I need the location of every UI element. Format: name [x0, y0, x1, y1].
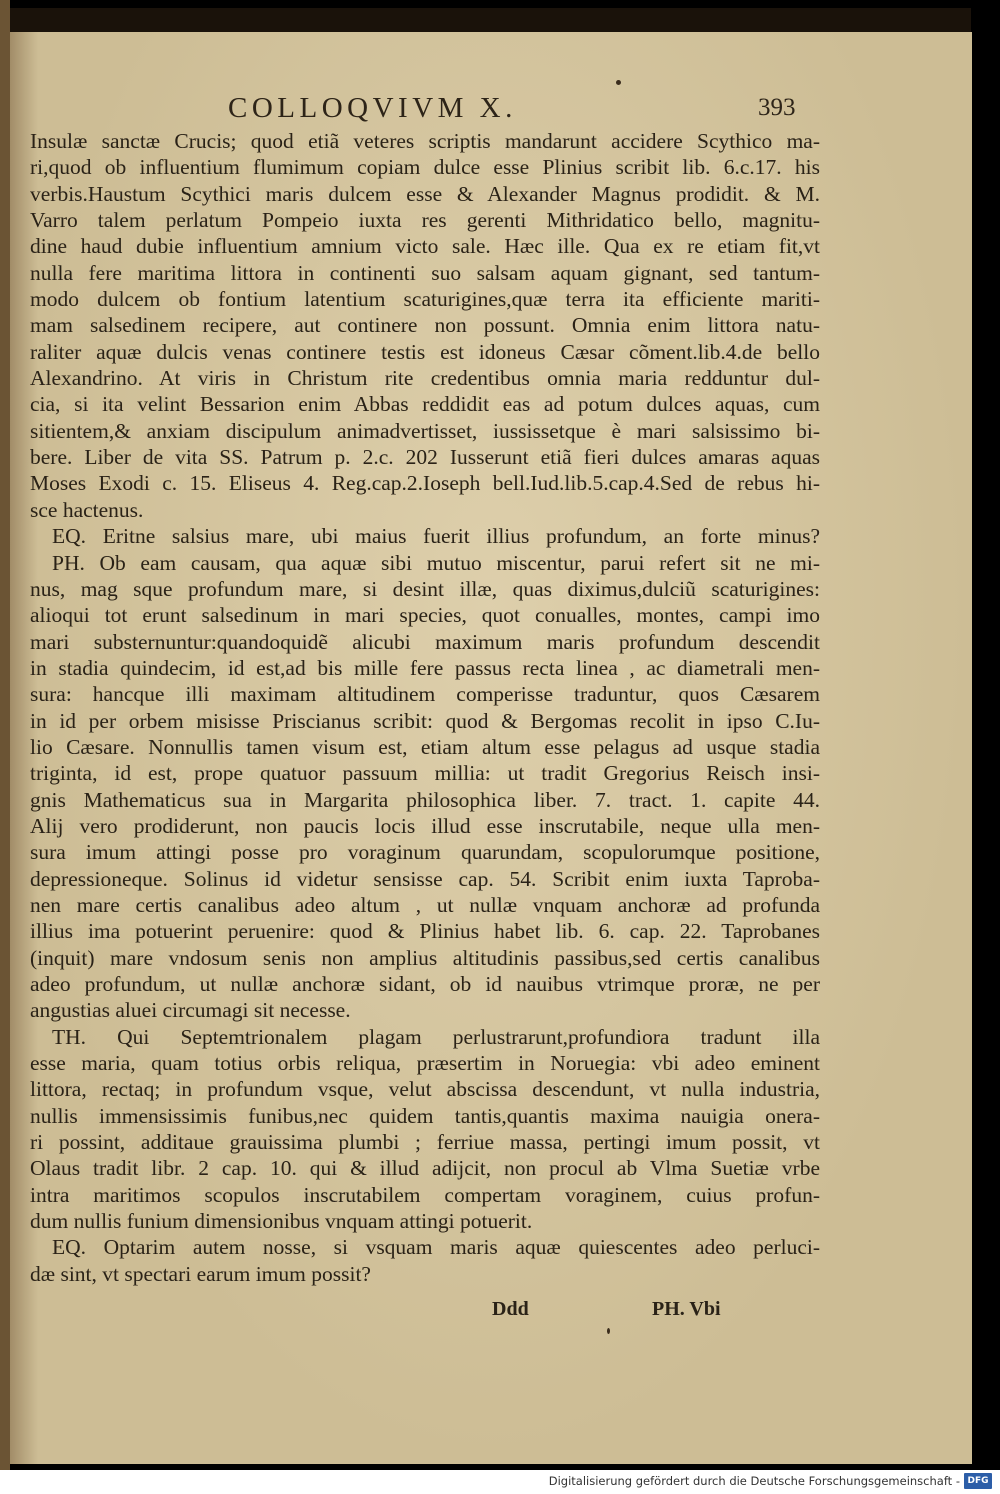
- text-line: dæ sint, vt spectari earum imum possit?: [30, 1261, 371, 1286]
- text-line: nulla fere maritima littora in continenti suo salsam aquam gignant, sed tantum-: [30, 260, 820, 285]
- ink-speck: [607, 1328, 610, 1334]
- text-line: nullis immensissimis funibus,nec quidem tantis,quantis maxima nauigia onera-: [30, 1103, 820, 1128]
- text-line: intra maritimos scopulos inscrutabilem compertam voraginem, cuius profun-: [30, 1182, 820, 1207]
- catchword: PH. Vbi: [652, 1298, 721, 1320]
- text-line: esse maria, quam totius orbis reliqua, præsertim in Noruegia: vbi adeo eminent: [30, 1051, 820, 1076]
- page-footer: [10, 1298, 972, 1328]
- text-line: in id per orbem misisse Priscianus scribit: quod & Bergomas recolit in ipso C.Iu-: [30, 708, 820, 733]
- text-line: sce hactenus.: [30, 497, 144, 522]
- page-binding-edge: [0, 0, 10, 1470]
- text-line: ri possint, additaue grauissima plumbi ; ferriue massa, pertingi imum possit, vt: [30, 1130, 820, 1155]
- scanned-page: [10, 32, 972, 1464]
- text-line: alioqui tot erunt salsedinum in mari species, quot conualles, montes, campi imo: [30, 603, 820, 628]
- text-line: depressioneque. Solinus id videtur sensisse cap. 54. Scribit enim iuxta Taproba-: [30, 866, 820, 891]
- text-line: Moses Exodi c. 15. Eliseus 4. Reg.cap.2.Ioseph bell.Iud.lib.5.cap.4.Sed de rebus hi-: [30, 471, 820, 496]
- text-line: adeo profundum, ut nullæ anchoræ sidant, ob id nauibus vtrimque proræ, ne per: [30, 972, 820, 996]
- text-line: mam salsedinem recipere, aut continere non possunt. Omnia enim littora natu-: [30, 313, 820, 338]
- funding-credit: Digitalisierung gefördert durch die Deutsche Forschungsgemeinschaft -: [548, 1474, 960, 1488]
- text-line: nus, mag sque profundum mare, si desint illæ, quas diximus,dulciũ scaturigines:: [30, 576, 820, 601]
- text-line: Alexandrino. At viris in Christum rite credentibus omnia maria redduntur dul-: [30, 366, 820, 391]
- text-line: dum nullis funium dimensionibus vnquam attingi potuerit.: [30, 1209, 533, 1234]
- text-line: mari substernuntur:quandoquidẽ alicubi maximum maris profundum descendit: [30, 629, 820, 654]
- dialogue-line: TH. Qui Septemtrionalem plagam perlustrarunt,profundiora tradunt illa: [52, 1024, 820, 1049]
- footer-bar: [0, 1470, 1000, 1494]
- text-line: triginta, id est, prope quatuor passuum millia: ut tradit Gregorius Reisch insi-: [30, 761, 820, 786]
- text-line: Olaus tradit libr. 2 cap. 10. qui & illud adijcit, non procul ab Vlma Suetiæ vrbe: [30, 1156, 820, 1181]
- text-line: bere. Liber de vita SS. Patrum p. 2.c. 202 Iusserunt etiã fieri dulces amaras aquas: [30, 445, 820, 470]
- text-line: dine haud dubie influentium amnium victo sale. Hæc ille. Qua ex re etiam fit,vt: [30, 234, 820, 259]
- text-line: sura: hancque illi maximam altitudinem comperisse traduntur, quos Cæsarem: [30, 682, 820, 707]
- text-line: lio Cæsare. Nonnullis tamen visum est, etiam altum esse pelagus ad usque stadia: [30, 734, 820, 759]
- text-line: sitientem,& anxiam discipulum animadvertisset, iussissetque è mari salsissimo bi-: [30, 418, 820, 443]
- ink-speck: [616, 80, 621, 85]
- text-line: (inquit) mare vndosum senis non amplius altitudinis passibus,sed certis canalibus: [30, 945, 820, 970]
- text-line: gnis Mathematicus sua in Margarita philosophica liber. 7. tract. 1. capite 44.: [30, 787, 820, 812]
- page-number: 393: [758, 94, 796, 121]
- dialogue-line: EQ. Optarim autem nosse, si vsquam maris aquæ quiescentes adeo perluci-: [52, 1235, 820, 1260]
- text-line: cia, si ita velint Bessarion enim Abbas reddidit eas ad potum dulces aquas, cum: [30, 392, 820, 417]
- text-line: nen mare certis canalibus adeo altum , ut nullæ vnquam anchoræ ad profunda: [30, 892, 820, 917]
- body-text: [30, 128, 820, 1287]
- text-line: in stadia quindecim, id est,ad bis mille fere passus recta linea , ac diametrali men-: [30, 655, 820, 680]
- dfg-logo[interactable]: DFG: [964, 1473, 992, 1489]
- text-line: raliter aquæ dulcis venas continere testis est idoneus Cæsar cõment.lib.4.de bello: [30, 339, 820, 364]
- text-line: ri,quod ob influentium flumimum copiam dulce esse Plinius scribit lib. 6.c.17. his: [30, 155, 820, 180]
- text-line: angustias aluei circumagi sit necesse.: [30, 998, 351, 1023]
- signature-mark: Ddd: [492, 1298, 529, 1320]
- text-line: Insulæ sanctæ Crucis; quod etiã veteres scriptis mandarunt accidere Scythico ma-: [30, 129, 820, 153]
- text-line: modo dulcem ob fontium latentium scaturigines,quæ terra ita efficiente mariti-: [30, 287, 820, 312]
- dialogue-line: EQ. Eritne salsius mare, ubi maius fuerit illius profundum, an forte minus?: [52, 524, 820, 549]
- page-header: [10, 90, 972, 130]
- running-head: COLLOQVIVM X.: [228, 92, 517, 124]
- text-line: illius ima potuerint peruenire: quod & Plinius habet lib. 6. cap. 22. Taprobanes: [30, 919, 820, 944]
- text-line: sura imum attingi posse pro voraginum quarundam, scopulorumque positione,: [30, 840, 820, 865]
- text-line: littora, rectaq; in profundum vsque, velut abscissa descendunt, vt nulla industria,: [30, 1077, 820, 1102]
- text-line: Varro talem perlatum Pompeio iuxta res gerenti Mithridatico bello, magnitu-: [30, 208, 820, 233]
- text-line: verbis.Haustum Scythici maris dulcem esse & Alexander Magnus prodidit. & M.: [30, 181, 820, 206]
- text-line: Alij vero prodiderunt, non paucis locis illud esse inscrutabile, neque ulla men-: [30, 813, 820, 838]
- dialogue-line: PH. Ob eam causam, qua aquæ sibi mutuo miscentur, parui refert sit ne mi-: [52, 550, 820, 575]
